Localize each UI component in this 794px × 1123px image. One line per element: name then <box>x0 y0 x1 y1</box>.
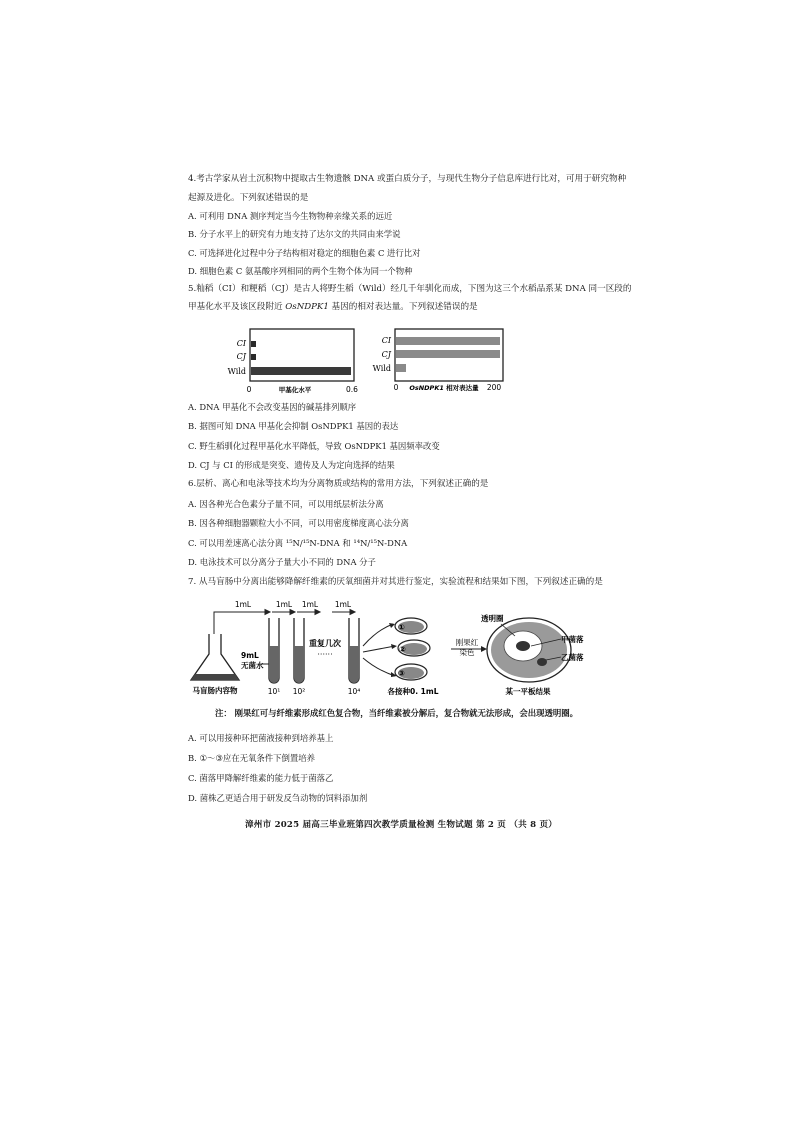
tube-label-2: 10² <box>292 687 306 696</box>
colony-b <box>537 658 547 666</box>
q6-option-d: D. 电泳技术可以分离分子量大小不同的 DNA 分子 <box>188 557 376 567</box>
right-tick-max: 200 <box>486 383 502 392</box>
plate-mark-3: ③ <box>398 669 405 678</box>
inoculate-label: 各接种0. 1mL <box>387 687 439 696</box>
left-label-ci: CI <box>236 339 246 348</box>
left-tick-min: 0 <box>246 385 252 394</box>
repeat-label: 重复几次 <box>309 639 341 648</box>
left-label-wild: Wild <box>227 367 246 376</box>
bar-ci-expression <box>396 337 500 345</box>
q5-stem-line1: 5.籼稻（CI）和粳稻（CJ）是古人将野生稻（Wild）经几千年驯化而成，下图为这三个水稻品系某 DNA 同一区段的 <box>188 284 632 294</box>
left-label-cj: CJ <box>236 352 246 361</box>
q4-option-c: C. 可选择进化过程中分子结构相对稳定的细胞色素 C 进行比对 <box>188 248 421 258</box>
test-tube-1-icon <box>269 618 279 683</box>
q7-option-b: B. ①～③应在无氧条件下倒置培养 <box>188 753 315 763</box>
tube-label-1: 10¹ <box>267 687 281 696</box>
page-footer: 漳州市 2025 届高三毕业班第四次教学质量检测 生物试题 第 2 页 （共 8 页） <box>245 820 558 830</box>
q6-option-a: A. 因各种光合色素分子量不同，可以用纸层析法分离 <box>188 499 384 509</box>
q7-option-d: D. 菌株乙更适合用于研发反刍动物的饲料添加剂 <box>188 793 368 803</box>
q5-option-b: B. 据图可知 DNA 甲基化会抑制 OsNDPK1 基因的表达 <box>188 421 399 431</box>
right-tick-min: 0 <box>393 383 399 392</box>
q5-option-d: D. CJ 与 CI 的形成是突变、遗传及人为定向选择的结果 <box>188 460 395 470</box>
q5-figure <box>225 326 515 398</box>
right-label-ci: CI <box>381 336 391 345</box>
methylation-chart <box>228 329 359 394</box>
test-tube-2-icon <box>294 618 304 683</box>
transfer-label-2: 1mL <box>275 600 293 609</box>
bar-wild-expression <box>396 364 406 372</box>
erlenmeyer-flask-icon <box>191 634 239 680</box>
q7-option-a: A. 可以用接种环把菌液接种到培养基上 <box>188 733 334 743</box>
tube-label-3: 10⁴ <box>347 687 361 696</box>
result-label: 某一平板结果 <box>505 687 551 696</box>
left-tick-max: 0.6 <box>346 385 358 394</box>
q6-stem: 6.层析、离心和电泳等技术均为分离物质或结构的常用方法，下列叙述正确的是 <box>188 479 489 489</box>
expression-chart <box>373 329 503 392</box>
colony-a <box>516 641 530 651</box>
bar-cj-expression <box>396 350 500 358</box>
flask-label: 马盲肠内容物 <box>192 686 238 695</box>
result-plate-icon <box>487 618 571 682</box>
right-label-cj: CJ <box>381 350 391 359</box>
q5-stem-line2: 甲基化水平及该区段附近 OsNDPK1 基因的相对表达量。下列叙述错误的是 <box>188 302 478 312</box>
q5-option-a: A. DNA 甲基化不会改变基因的碱基排列顺序 <box>188 402 357 412</box>
q6-option-c: C. 可以用差速离心法分离 ¹⁵N/¹⁵N-DNA 和 ¹⁴N/¹⁵N-DNA <box>188 538 408 548</box>
q7-experiment-diagram <box>185 596 595 702</box>
q6-option-b: B. 因各种细胞器颗粒大小不同，可以用密度梯度离心法分离 <box>188 518 409 528</box>
transfer-label-1: 1mL <box>234 600 252 609</box>
colony-a-label: 甲菌落 <box>561 635 584 644</box>
q7-note: 注： 刚果红可与纤维素形成红色复合物，当纤维素被分解后，复合物就无法形成，会出现透明圈。 <box>215 708 579 718</box>
q4-stem-line2: 起源及进化。下列叙述错误的是 <box>188 193 309 203</box>
water-volume-label: 9mL <box>241 651 259 660</box>
stain-label-2: 染色 <box>459 648 475 657</box>
plate-mark-1: ① <box>398 623 405 632</box>
q4-option-d: D. 细胞色素 C 氨基酸序列相同的两个生物个体为同一个物种 <box>188 266 413 276</box>
bar-wild-methylation <box>251 367 351 375</box>
q4-option-b: B. 分子水平上的研究有力地支持了达尔文的共同由来学说 <box>188 229 401 239</box>
halo-label: 透明圈 <box>481 614 504 623</box>
transfer-label-4: 1mL <box>334 600 352 609</box>
left-xlabel: 甲基化水平 <box>278 386 312 394</box>
test-tube-3-icon <box>349 618 359 683</box>
q5-option-c: C. 野生稻驯化过程甲基化水平降低，导致 OsNDPK1 基因频率改变 <box>188 441 440 451</box>
transfer-label-3: 1mL <box>301 600 319 609</box>
q7-stem: 7. 从马盲肠中分离出能够降解纤维素的厌氧细菌并对其进行鉴定，实验流程和结果如下图，下列叙述正确的是 <box>188 577 603 587</box>
right-label-wild: Wild <box>372 364 391 373</box>
q4-stem-line1: 4.考古学家从岩土沉积物中提取古生物遗骸 DNA 或蛋白质分子，与现代生物分子信息库进行比对，可用于研究物种 <box>188 174 627 184</box>
plate-mark-2: ② <box>399 645 406 654</box>
right-xlabel: OsNDPK1 相对表达量 <box>409 384 479 392</box>
bar-ci-methylation <box>251 341 256 347</box>
repeat-dots: ······ <box>317 650 333 659</box>
stain-label-1: 刚果红 <box>455 638 479 647</box>
q7-option-c: C. 菌落甲降解纤维素的能力低于菌落乙 <box>188 773 334 783</box>
bar-cj-methylation <box>251 354 256 360</box>
colony-b-label: 乙菌落 <box>561 653 584 662</box>
water-label: 无菌水 <box>241 661 264 670</box>
q4-option-a: A. 可利用 DNA 测序判定当今生物物种亲缘关系的远近 <box>188 211 393 221</box>
